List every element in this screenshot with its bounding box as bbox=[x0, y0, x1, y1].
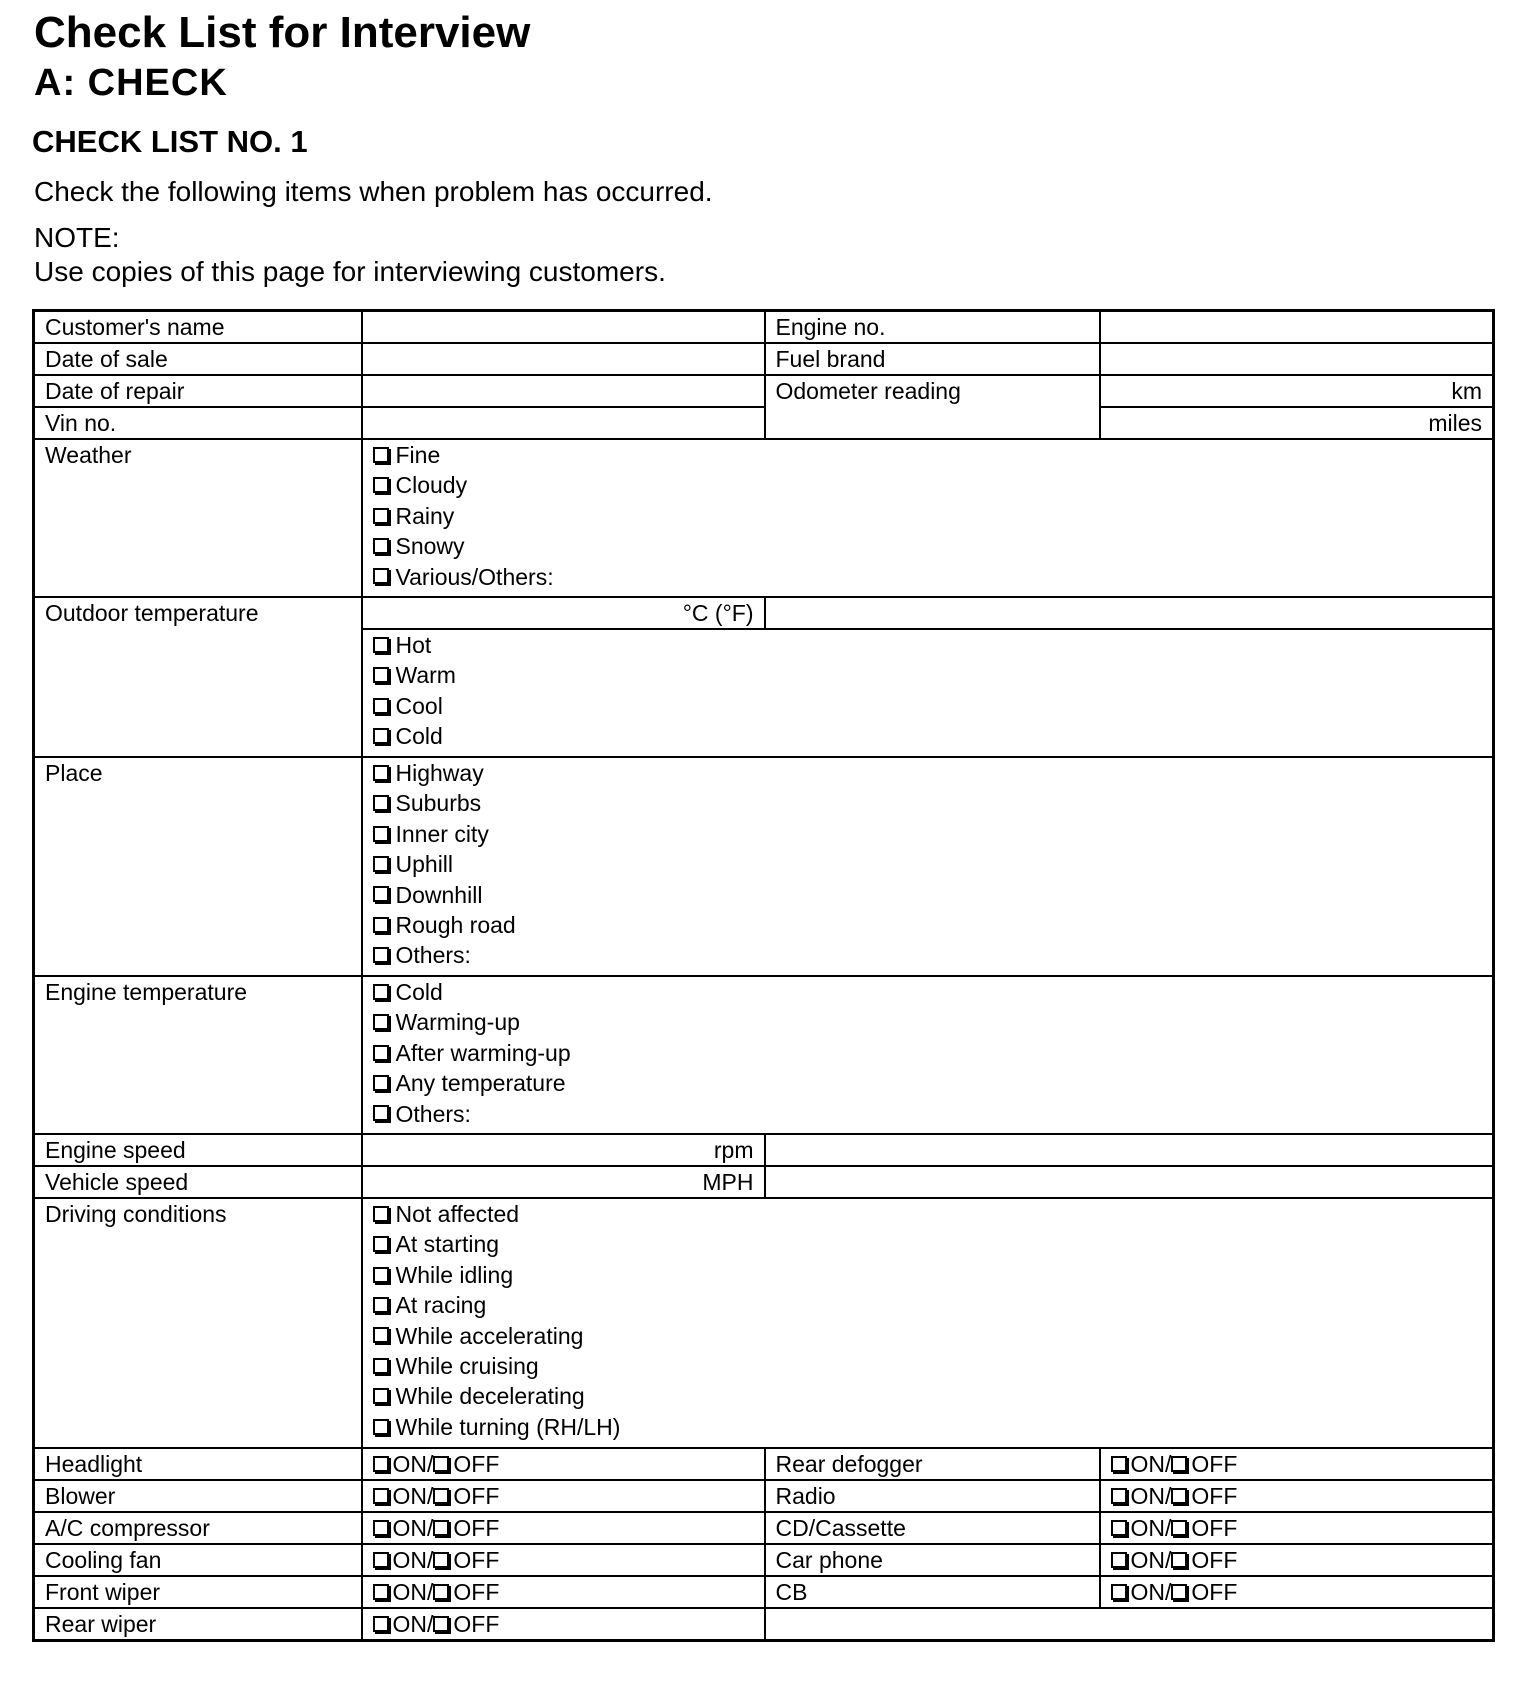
checkbox-icon[interactable] bbox=[373, 1552, 389, 1568]
checkbox-icon[interactable] bbox=[373, 1327, 389, 1343]
driving-conditions-label: Driving conditions bbox=[34, 1198, 362, 1448]
cooling-fan-switch[interactable]: ON/ OFF bbox=[362, 1544, 765, 1576]
fuel-brand-field[interactable] bbox=[1100, 343, 1494, 375]
vin-label: Vin no. bbox=[34, 407, 362, 439]
customer-name-field[interactable] bbox=[362, 311, 765, 344]
checkbox-icon[interactable] bbox=[373, 1206, 389, 1222]
checkbox-icon[interactable] bbox=[373, 947, 389, 963]
blower-switch[interactable]: ON/ OFF bbox=[362, 1480, 765, 1512]
checkbox-icon[interactable] bbox=[1171, 1488, 1187, 1504]
date-of-sale-field[interactable] bbox=[362, 343, 765, 375]
checkbox-icon[interactable] bbox=[1171, 1456, 1187, 1472]
engine-temperature-option[interactable]: Any temperature bbox=[373, 1068, 1483, 1098]
checkbox-icon[interactable] bbox=[373, 1520, 389, 1536]
fuel-brand-label: Fuel brand bbox=[765, 343, 1100, 375]
car-phone-switch[interactable]: ON/ OFF bbox=[1100, 1544, 1494, 1576]
engine-temperature-options bbox=[362, 976, 1494, 1134]
checkbox-icon[interactable] bbox=[433, 1520, 449, 1536]
checkbox-icon[interactable] bbox=[373, 728, 389, 744]
temperature-option[interactable]: Warm bbox=[373, 660, 1483, 690]
place-options bbox=[362, 757, 1494, 976]
vehicle-speed-label: Vehicle speed bbox=[34, 1166, 362, 1198]
checkbox-icon[interactable] bbox=[373, 568, 389, 584]
checkbox-icon[interactable] bbox=[1111, 1520, 1127, 1536]
front-wiper-switch[interactable]: ON/ OFF bbox=[362, 1576, 765, 1608]
engine-speed-label: Engine speed bbox=[34, 1134, 362, 1166]
checkbox-icon[interactable] bbox=[373, 538, 389, 554]
date-of-repair-field[interactable] bbox=[362, 375, 765, 407]
place-label: Place bbox=[34, 757, 362, 976]
checkbox-icon[interactable] bbox=[373, 637, 389, 653]
interview-checklist-table bbox=[32, 309, 1495, 1642]
checkbox-icon[interactable] bbox=[1171, 1520, 1187, 1536]
radio-switch[interactable]: ON/ OFF bbox=[1100, 1480, 1494, 1512]
driving-option[interactable]: At starting bbox=[373, 1229, 1483, 1259]
driving-option[interactable]: At racing bbox=[373, 1290, 1483, 1320]
checkbox-icon[interactable] bbox=[373, 984, 389, 1000]
date-of-sale-label: Date of sale bbox=[34, 343, 362, 375]
checkbox-icon[interactable] bbox=[373, 795, 389, 811]
note-label: NOTE: bbox=[34, 222, 120, 253]
cooling-fan-label: Cooling fan bbox=[34, 1544, 362, 1576]
checkbox-icon[interactable] bbox=[1171, 1584, 1187, 1600]
checkbox-icon[interactable] bbox=[1111, 1552, 1127, 1568]
driving-option[interactable]: Not affected bbox=[373, 1199, 1483, 1229]
checkbox-icon[interactable] bbox=[373, 1075, 389, 1091]
driving-option[interactable]: While turning (RH/LH) bbox=[373, 1412, 1483, 1442]
engine-no-field[interactable] bbox=[1100, 311, 1494, 344]
checkbox-icon[interactable] bbox=[433, 1456, 449, 1472]
outdoor-temperature-options bbox=[362, 629, 1494, 757]
rear-wiper-switch[interactable]: ON/ OFF bbox=[362, 1608, 765, 1641]
ac-compressor-switch[interactable]: ON/ OFF bbox=[362, 1512, 765, 1544]
engine-temperature-option[interactable]: After warming-up bbox=[373, 1038, 1483, 1068]
engine-temperature-option[interactable]: Cold bbox=[373, 977, 1483, 1007]
km-unit: km bbox=[1451, 378, 1482, 404]
vehicle-speed-notes[interactable] bbox=[765, 1166, 1494, 1198]
note-text: Use copies of this page for interviewing customers. bbox=[34, 256, 666, 287]
vehicle-speed-field[interactable] bbox=[362, 1166, 765, 1198]
checkbox-icon[interactable] bbox=[373, 1267, 389, 1283]
weather-options bbox=[362, 439, 1494, 597]
checkbox-icon[interactable] bbox=[373, 886, 389, 902]
rear-defogger-switch[interactable]: ON/ OFF bbox=[1100, 1448, 1494, 1480]
checkbox-icon[interactable] bbox=[373, 508, 389, 524]
place-option[interactable]: Uphill bbox=[373, 849, 1483, 879]
checkbox-icon[interactable] bbox=[373, 1584, 389, 1600]
engine-speed-field[interactable] bbox=[362, 1134, 765, 1166]
radio-label: Radio bbox=[765, 1480, 1100, 1512]
weather-label: Weather bbox=[34, 439, 362, 597]
checkbox-icon[interactable] bbox=[373, 1045, 389, 1061]
empty-cell bbox=[765, 1608, 1494, 1641]
instruction-text: Check the following items when problem has occurred. bbox=[34, 176, 713, 207]
checkbox-icon[interactable] bbox=[1111, 1456, 1127, 1472]
checkbox-icon[interactable] bbox=[373, 1419, 389, 1435]
outdoor-temperature-field[interactable] bbox=[362, 597, 765, 629]
weather-option[interactable]: Fine bbox=[373, 440, 1483, 470]
checkbox-icon[interactable] bbox=[373, 917, 389, 933]
place-option[interactable]: Inner city bbox=[373, 819, 1483, 849]
checkbox-icon[interactable] bbox=[373, 826, 389, 842]
checkbox-icon[interactable] bbox=[373, 698, 389, 714]
checkbox-icon[interactable] bbox=[373, 1488, 389, 1504]
engine-temperature-option[interactable]: Others: bbox=[373, 1099, 1483, 1129]
headlight-label: Headlight bbox=[34, 1448, 362, 1480]
weather-option[interactable]: Rainy bbox=[373, 501, 1483, 531]
checkbox-icon[interactable] bbox=[373, 447, 389, 463]
checkbox-icon[interactable] bbox=[373, 1616, 389, 1632]
car-phone-label: Car phone bbox=[765, 1544, 1100, 1576]
cd-cassette-label: CD/Cassette bbox=[765, 1512, 1100, 1544]
place-option[interactable]: Rough road bbox=[373, 910, 1483, 940]
cb-label: CB bbox=[765, 1576, 1100, 1608]
driving-option[interactable]: While cruising bbox=[373, 1351, 1483, 1381]
checkbox-icon[interactable] bbox=[1171, 1552, 1187, 1568]
checkbox-icon[interactable] bbox=[1111, 1488, 1127, 1504]
temperature-option[interactable]: Cool bbox=[373, 691, 1483, 721]
engine-speed-notes[interactable] bbox=[765, 1134, 1494, 1166]
checkbox-icon[interactable] bbox=[373, 765, 389, 781]
checkbox-icon[interactable] bbox=[373, 1105, 389, 1121]
weather-option[interactable]: Cloudy bbox=[373, 470, 1483, 500]
mph-unit: MPH bbox=[702, 1169, 754, 1195]
driving-option[interactable]: While decelerating bbox=[373, 1381, 1483, 1411]
checkbox-icon[interactable] bbox=[373, 1297, 389, 1313]
checkbox-icon[interactable] bbox=[373, 667, 389, 683]
rear-defogger-label: Rear defogger bbox=[765, 1448, 1100, 1480]
checkbox-icon[interactable] bbox=[373, 1456, 389, 1472]
cd-cassette-switch[interactable]: ON/ OFF bbox=[1100, 1512, 1494, 1544]
front-wiper-label: Front wiper bbox=[34, 1576, 362, 1608]
checkbox-icon[interactable] bbox=[433, 1584, 449, 1600]
page-title: Check List for Interview bbox=[34, 8, 531, 57]
blower-label: Blower bbox=[34, 1480, 362, 1512]
rpm-unit: rpm bbox=[713, 1137, 754, 1163]
checkbox-icon[interactable] bbox=[1111, 1584, 1127, 1600]
place-option[interactable]: Suburbs bbox=[373, 788, 1483, 818]
weather-option[interactable]: Snowy bbox=[373, 531, 1483, 561]
driving-option[interactable]: While accelerating bbox=[373, 1321, 1483, 1351]
checkbox-icon[interactable] bbox=[373, 1388, 389, 1404]
checkbox-icon[interactable] bbox=[373, 477, 389, 493]
checkbox-icon[interactable] bbox=[373, 1358, 389, 1374]
headlight-switch[interactable]: ON/ OFF bbox=[362, 1448, 765, 1480]
engine-temperature-label: Engine temperature bbox=[34, 976, 362, 1134]
checkbox-icon[interactable] bbox=[373, 1236, 389, 1252]
checkbox-icon[interactable] bbox=[433, 1488, 449, 1504]
rear-wiper-label: Rear wiper bbox=[34, 1608, 362, 1641]
checkbox-icon[interactable] bbox=[433, 1616, 449, 1632]
ac-compressor-label: A/C compressor bbox=[34, 1512, 362, 1544]
temperature-option[interactable]: Cold bbox=[373, 721, 1483, 751]
engine-no-label: Engine no. bbox=[765, 311, 1100, 344]
weather-option[interactable]: Various/Others: bbox=[373, 562, 1483, 592]
section-heading: A: CHECK bbox=[34, 62, 228, 104]
place-option[interactable]: Others: bbox=[373, 940, 1483, 970]
odometer-label: Odometer reading bbox=[765, 375, 1100, 439]
outdoor-temperature-notes[interactable] bbox=[765, 597, 1494, 629]
place-option[interactable]: Highway bbox=[373, 758, 1483, 788]
driving-conditions-options bbox=[362, 1198, 1494, 1448]
cb-switch[interactable]: ON/ OFF bbox=[1100, 1576, 1494, 1608]
driving-option[interactable]: While idling bbox=[373, 1260, 1483, 1290]
date-of-repair-label: Date of repair bbox=[34, 375, 362, 407]
outdoor-temperature-label: Outdoor temperature bbox=[34, 597, 362, 757]
checkbox-icon[interactable] bbox=[433, 1552, 449, 1568]
odometer-miles-field[interactable] bbox=[1100, 407, 1494, 439]
miles-unit: miles bbox=[1428, 410, 1482, 436]
checkbox-icon[interactable] bbox=[373, 856, 389, 872]
place-option[interactable]: Downhill bbox=[373, 880, 1483, 910]
temperature-unit: °C (°F) bbox=[682, 600, 754, 626]
checkbox-icon[interactable] bbox=[373, 1014, 389, 1030]
subsection-heading: CHECK LIST NO. 1 bbox=[32, 124, 308, 159]
customer-name-label: Customer's name bbox=[34, 311, 362, 344]
odometer-km-field[interactable] bbox=[1100, 375, 1494, 407]
engine-temperature-option[interactable]: Warming-up bbox=[373, 1007, 1483, 1037]
temperature-option[interactable]: Hot bbox=[373, 630, 1483, 660]
vin-field[interactable] bbox=[362, 407, 765, 439]
